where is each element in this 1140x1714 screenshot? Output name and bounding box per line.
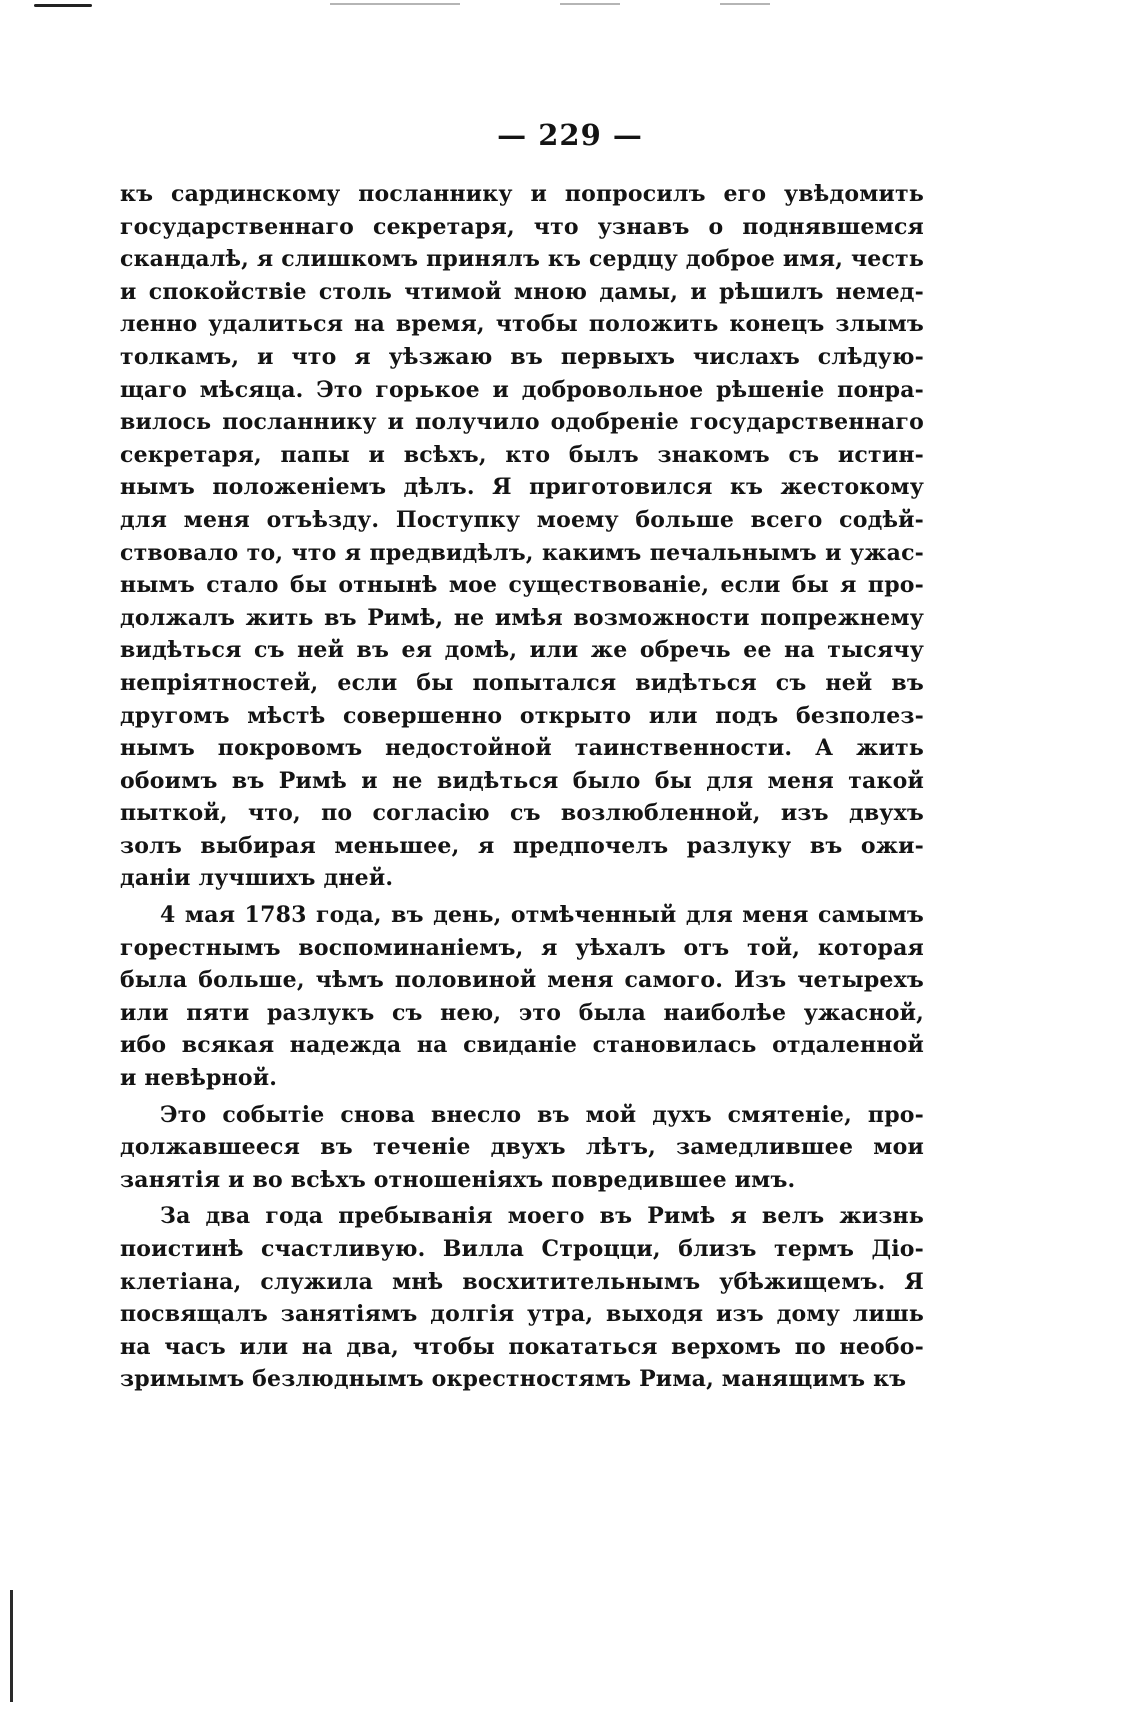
text-line: клетіана, служила мнѣ восхитительнымъ убѣжищемъ. Я bbox=[120, 1268, 924, 1295]
text-line: золъ выбирая меньшее, я предпочелъ разлуку въ ожи- bbox=[120, 832, 924, 859]
text-line: посвящалъ занятіямъ долгія утра, выходя изъ дому лишь bbox=[120, 1301, 924, 1328]
text-line: ибо всякая надежда на свиданіе становилась отдаленной bbox=[120, 1032, 924, 1059]
text-line: нымъ покровомъ недостойной таинственности. А жить bbox=[120, 735, 924, 762]
text-line: для меня отъѣзду. Поступку моему больше всего содѣй- bbox=[120, 506, 924, 533]
text-line: должалъ жить въ Римѣ, не имѣя возможности попрежнему bbox=[120, 604, 924, 631]
scan-artifact-top-dash bbox=[720, 3, 770, 5]
paragraph bbox=[120, 1099, 924, 1197]
text-line: на часъ или на два, чтобы покататься верхомъ по необо- bbox=[120, 1333, 924, 1360]
text-line: другомъ мѣстѣ совершенно открыто или подъ безполез- bbox=[120, 702, 924, 729]
text-line: ленно удалиться на время, чтобы положить конецъ злымъ bbox=[120, 311, 924, 338]
text-line: обоимъ въ Римѣ и не видѣться было бы для меня такой bbox=[120, 767, 924, 794]
text-line: даніи лучшихъ дней. bbox=[120, 865, 394, 892]
text-line: вилось посланнику и получило одобреніе государственнаго bbox=[120, 409, 924, 436]
page-number: — 229 — bbox=[497, 118, 643, 152]
paragraph bbox=[120, 899, 924, 1095]
text-line: должавшееся въ теченіе двухъ лѣтъ, замедлившее мои bbox=[120, 1134, 924, 1161]
text-line: 4 мая 1783 года, въ день, отмѣченный для меня самымъ bbox=[160, 902, 924, 929]
paragraph bbox=[120, 1200, 924, 1396]
text-line: ствовало то, что я предвидѣлъ, какимъ печальнымъ и ужас- bbox=[120, 539, 924, 566]
text-line: государственнаго секретаря, что узнавъ о поднявшемся bbox=[120, 213, 924, 240]
text-line: и невѣрной. bbox=[120, 1065, 278, 1092]
scan-artifact-top-dash bbox=[560, 3, 620, 5]
text-line: зримымъ безлюднымъ окрестностямъ Рима, манящимъ къ bbox=[120, 1366, 907, 1393]
scan-artifact-left-edge bbox=[10, 1590, 13, 1702]
text-line: непріятностей, если бы попытался видѣться съ ней въ bbox=[120, 669, 924, 696]
text-line: Это событіе снова внесло въ мой духъ смятеніе, про- bbox=[160, 1101, 924, 1128]
text-line: занятія и во всѣхъ отношеніяхъ повредившее имъ. bbox=[120, 1166, 796, 1193]
text-line: секретаря, папы и всѣхъ, кто былъ знакомъ съ истин- bbox=[120, 441, 924, 468]
paragraph bbox=[120, 178, 924, 895]
text-line: нымъ положеніемъ дѣлъ. Я приготовился къ жестокому bbox=[120, 474, 924, 501]
scan-artifact-top bbox=[34, 4, 92, 7]
text-line: къ сардинскому посланнику и попросилъ его увѣдомить bbox=[120, 181, 924, 207]
text-line: толкамъ, и что я уѣзжаю въ первыхъ числахъ слѣдую- bbox=[120, 343, 924, 370]
text-line: и спокойствіе столь чтимой мною дамы, и рѣшилъ немед- bbox=[120, 278, 924, 305]
text-line: видѣться съ ней въ ея домѣ, или же обречь ее на тысячу bbox=[120, 637, 924, 664]
text-line: щаго мѣсяца. Это горькое и добровольное рѣшеніе понра- bbox=[120, 376, 924, 403]
text-line: За два года пребыванія моего въ Римѣ я велъ жизнь bbox=[160, 1203, 924, 1230]
text-line: была больше, чѣмъ половиной меня самого. Изъ четырехъ bbox=[120, 967, 924, 994]
text-line: или пяти разлукъ съ нею, это была наиболѣе ужасной, bbox=[120, 999, 924, 1026]
text-line: скандалѣ, я слишкомъ принялъ къ сердцу доброе имя, честь bbox=[120, 246, 924, 273]
text-line: горестнымъ воспоминаніемъ, я уѣхалъ отъ той, которая bbox=[120, 934, 924, 961]
text-line: поистинѣ счастливую. Вилла Строцци, близъ термъ Діо- bbox=[120, 1236, 924, 1262]
page-body bbox=[120, 178, 924, 1396]
text-line: пыткой, что, по согласію съ возлюбленной, изъ двухъ bbox=[120, 800, 924, 827]
text-line: нымъ стало бы отнынѣ мое существованіе, если бы я про- bbox=[120, 572, 924, 599]
scan-artifact-top-dash bbox=[330, 3, 460, 5]
